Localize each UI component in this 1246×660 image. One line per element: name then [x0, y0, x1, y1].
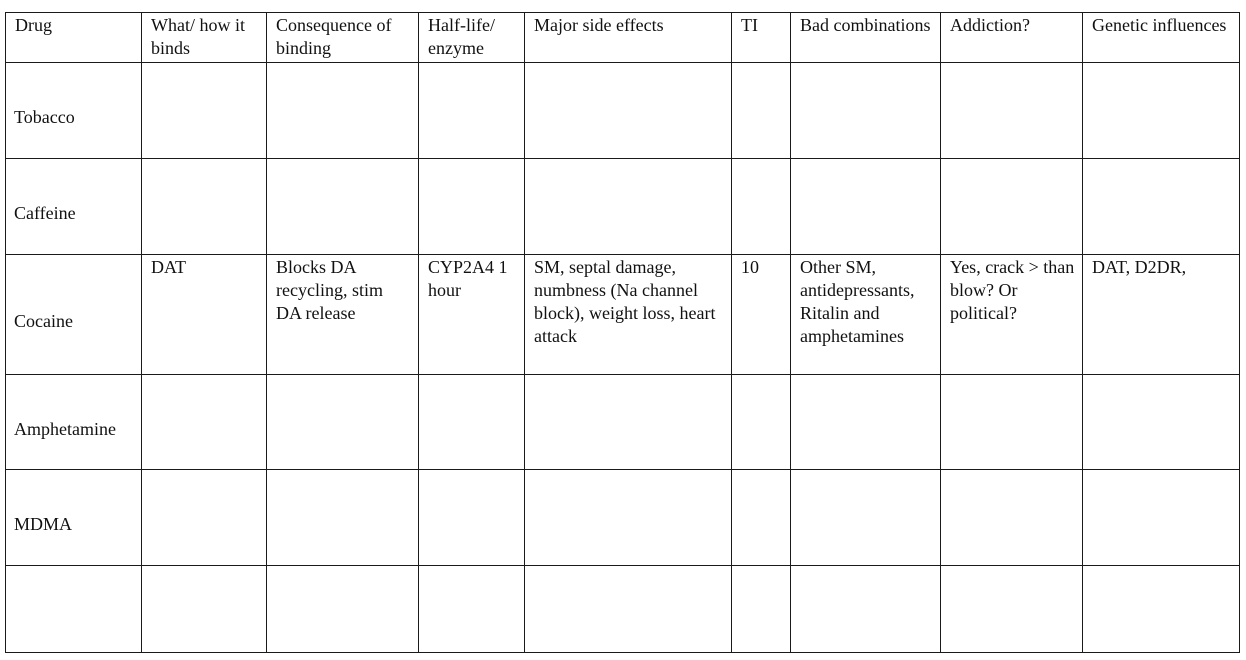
table-body	[6, 63, 1240, 653]
addiction-cell	[941, 470, 1083, 566]
binds-cell	[142, 374, 267, 470]
genetic-cell	[1083, 158, 1240, 254]
table-row	[6, 158, 1240, 254]
consequence-cell	[267, 470, 419, 566]
side-effects-cell	[525, 566, 732, 653]
drug-cell: Amphetamine	[6, 374, 142, 470]
half-life-cell	[419, 374, 525, 470]
table-row	[6, 63, 1240, 159]
bad-combinations-cell	[791, 63, 941, 159]
side-effects-cell	[525, 470, 732, 566]
addiction-cell	[941, 158, 1083, 254]
side-effects-cell	[525, 63, 732, 159]
half-life-cell: CYP2A4 1 hour	[419, 254, 525, 374]
consequence-cell	[267, 566, 419, 653]
drug-table	[5, 12, 1240, 653]
consequence-cell	[267, 374, 419, 470]
addiction-cell	[941, 374, 1083, 470]
genetic-cell	[1083, 470, 1240, 566]
header-major-side-effects: Major side effects	[525, 13, 732, 63]
genetic-cell	[1083, 566, 1240, 653]
table-row	[6, 470, 1240, 566]
half-life-cell	[419, 63, 525, 159]
table-header	[6, 13, 1240, 63]
half-life-cell	[419, 470, 525, 566]
header-drug: Drug	[6, 13, 142, 63]
header-row	[6, 13, 1240, 63]
table-row	[6, 374, 1240, 470]
header-half-life-enzyme: Half-life/ enzyme	[419, 13, 525, 63]
side-effects-cell	[525, 374, 732, 470]
drug-cell: Tobacco	[6, 63, 142, 159]
half-life-cell	[419, 158, 525, 254]
consequence-cell: Blocks DA recycling, stim DA release	[267, 254, 419, 374]
binds-cell	[142, 63, 267, 159]
genetic-cell	[1083, 63, 1240, 159]
ti-cell: 10	[732, 254, 791, 374]
header-what-how-binds: What/ how it binds	[142, 13, 267, 63]
ti-cell	[732, 158, 791, 254]
header-consequence-of-binding: Consequence of binding	[267, 13, 419, 63]
ti-cell	[732, 470, 791, 566]
binds-cell	[142, 158, 267, 254]
drug-cell	[6, 566, 142, 653]
table-row	[6, 566, 1240, 653]
header-addiction: Addiction?	[941, 13, 1083, 63]
addiction-cell	[941, 566, 1083, 653]
bad-combinations-cell	[791, 566, 941, 653]
side-effects-cell: SM, septal damage, numbness (Na channel block), weight loss, heart attack	[525, 254, 732, 374]
side-effects-cell	[525, 158, 732, 254]
bad-combinations-cell: Other SM, antidepressants, Ritalin and amphetamines	[791, 254, 941, 374]
binds-cell	[142, 470, 267, 566]
header-bad-combinations: Bad combinations	[791, 13, 941, 63]
bad-combinations-cell	[791, 470, 941, 566]
consequence-cell	[267, 63, 419, 159]
drug-cell: Cocaine	[6, 254, 142, 374]
header-genetic-influences: Genetic influences	[1083, 13, 1240, 63]
binds-cell	[142, 566, 267, 653]
header-ti: TI	[732, 13, 791, 63]
consequence-cell	[267, 158, 419, 254]
drug-cell: MDMA	[6, 470, 142, 566]
genetic-cell	[1083, 374, 1240, 470]
genetic-cell: DAT, D2DR,	[1083, 254, 1240, 374]
ti-cell	[732, 566, 791, 653]
ti-cell	[732, 374, 791, 470]
ti-cell	[732, 63, 791, 159]
bad-combinations-cell	[791, 374, 941, 470]
bad-combinations-cell	[791, 158, 941, 254]
table-row	[6, 254, 1240, 374]
binds-cell: DAT	[142, 254, 267, 374]
drug-cell: Caffeine	[6, 158, 142, 254]
half-life-cell	[419, 566, 525, 653]
addiction-cell: Yes, crack > than blow? Or political?	[941, 254, 1083, 374]
addiction-cell	[941, 63, 1083, 159]
